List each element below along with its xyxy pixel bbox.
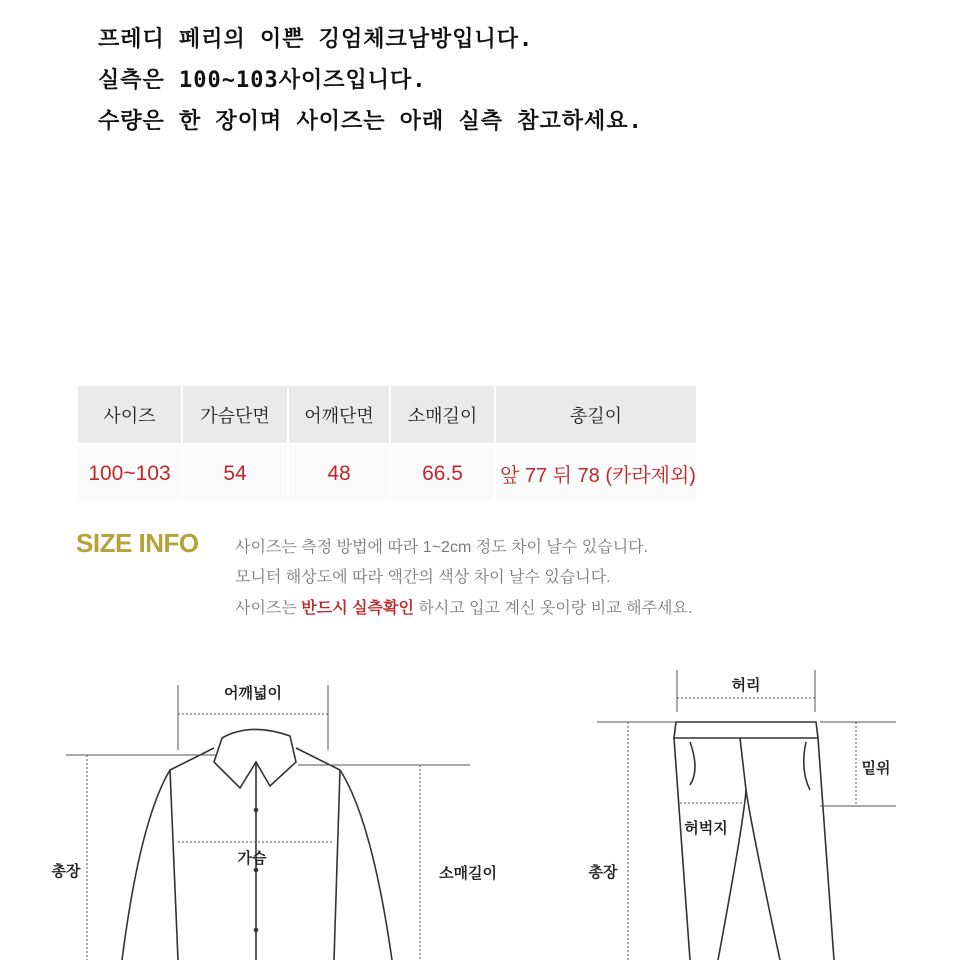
size-table-header-row xyxy=(78,386,696,443)
notice-line xyxy=(235,595,692,618)
size-table-value-row xyxy=(78,445,696,502)
value-size: 100~103 xyxy=(78,445,181,502)
notice-highlight: 반드시 실측확인 xyxy=(301,600,414,617)
shirt-sleeve-measure xyxy=(298,765,470,960)
shirt-length-label: 총장 xyxy=(51,862,81,880)
notice-prefix: 사이즈는 xyxy=(235,600,302,617)
value-total-length: 앞 77 뒤 78 (카라제외) xyxy=(496,445,696,502)
description-line: 프레디 페리의 이쁜 깅엄체크남방입니다. xyxy=(98,27,534,52)
header-shoulder-width: 어깨단면 xyxy=(289,386,389,443)
shirt-illustration xyxy=(122,729,392,960)
size-info-title: SIZE INFO xyxy=(76,528,199,558)
header-sleeve-length: 소매길이 xyxy=(391,386,494,443)
shirt-chest-label: 가슴 xyxy=(237,849,267,867)
pants-illustration xyxy=(674,722,834,960)
size-table xyxy=(76,384,698,504)
value-shoulder-width: 48 xyxy=(289,445,389,502)
shirt-length-measure xyxy=(66,755,216,960)
description-line: 수량은 한 장이며 사이즈는 아래 실측 참고하세요. xyxy=(98,109,643,134)
header-size: 사이즈 xyxy=(78,386,181,443)
value-chest-width: 54 xyxy=(183,445,287,502)
notice-line: 사이즈는 측정 방법에 따라 1~2cm 정도 차이 날수 있습니다. xyxy=(235,539,649,556)
notice-line: 모니터 해상도에 따라 액간의 색상 차이 날수 있습니다. xyxy=(235,569,611,586)
shirt-sleeve-label: 소매길이 xyxy=(439,864,497,882)
notice-suffix: 하시고 입고 계신 옷이랑 비교 해주세요. xyxy=(413,600,693,617)
pants-length-measure xyxy=(597,722,676,960)
pants-thigh-label: 허벅지 xyxy=(684,819,728,837)
pants-waist-label: 허리 xyxy=(731,676,761,694)
header-chest-width: 가슴단면 xyxy=(183,386,287,443)
value-sleeve-length: 66.5 xyxy=(391,445,494,502)
measurement-diagram xyxy=(0,650,960,960)
pants-length-label: 총장 xyxy=(588,863,618,881)
shirt-shoulder-label: 어깨넓이 xyxy=(224,684,282,702)
description-line: 실측은 100~103사이즈입니다. xyxy=(98,68,427,93)
header-total-length: 총길이 xyxy=(496,386,696,443)
pants-rise-label: 밑위 xyxy=(861,759,891,777)
